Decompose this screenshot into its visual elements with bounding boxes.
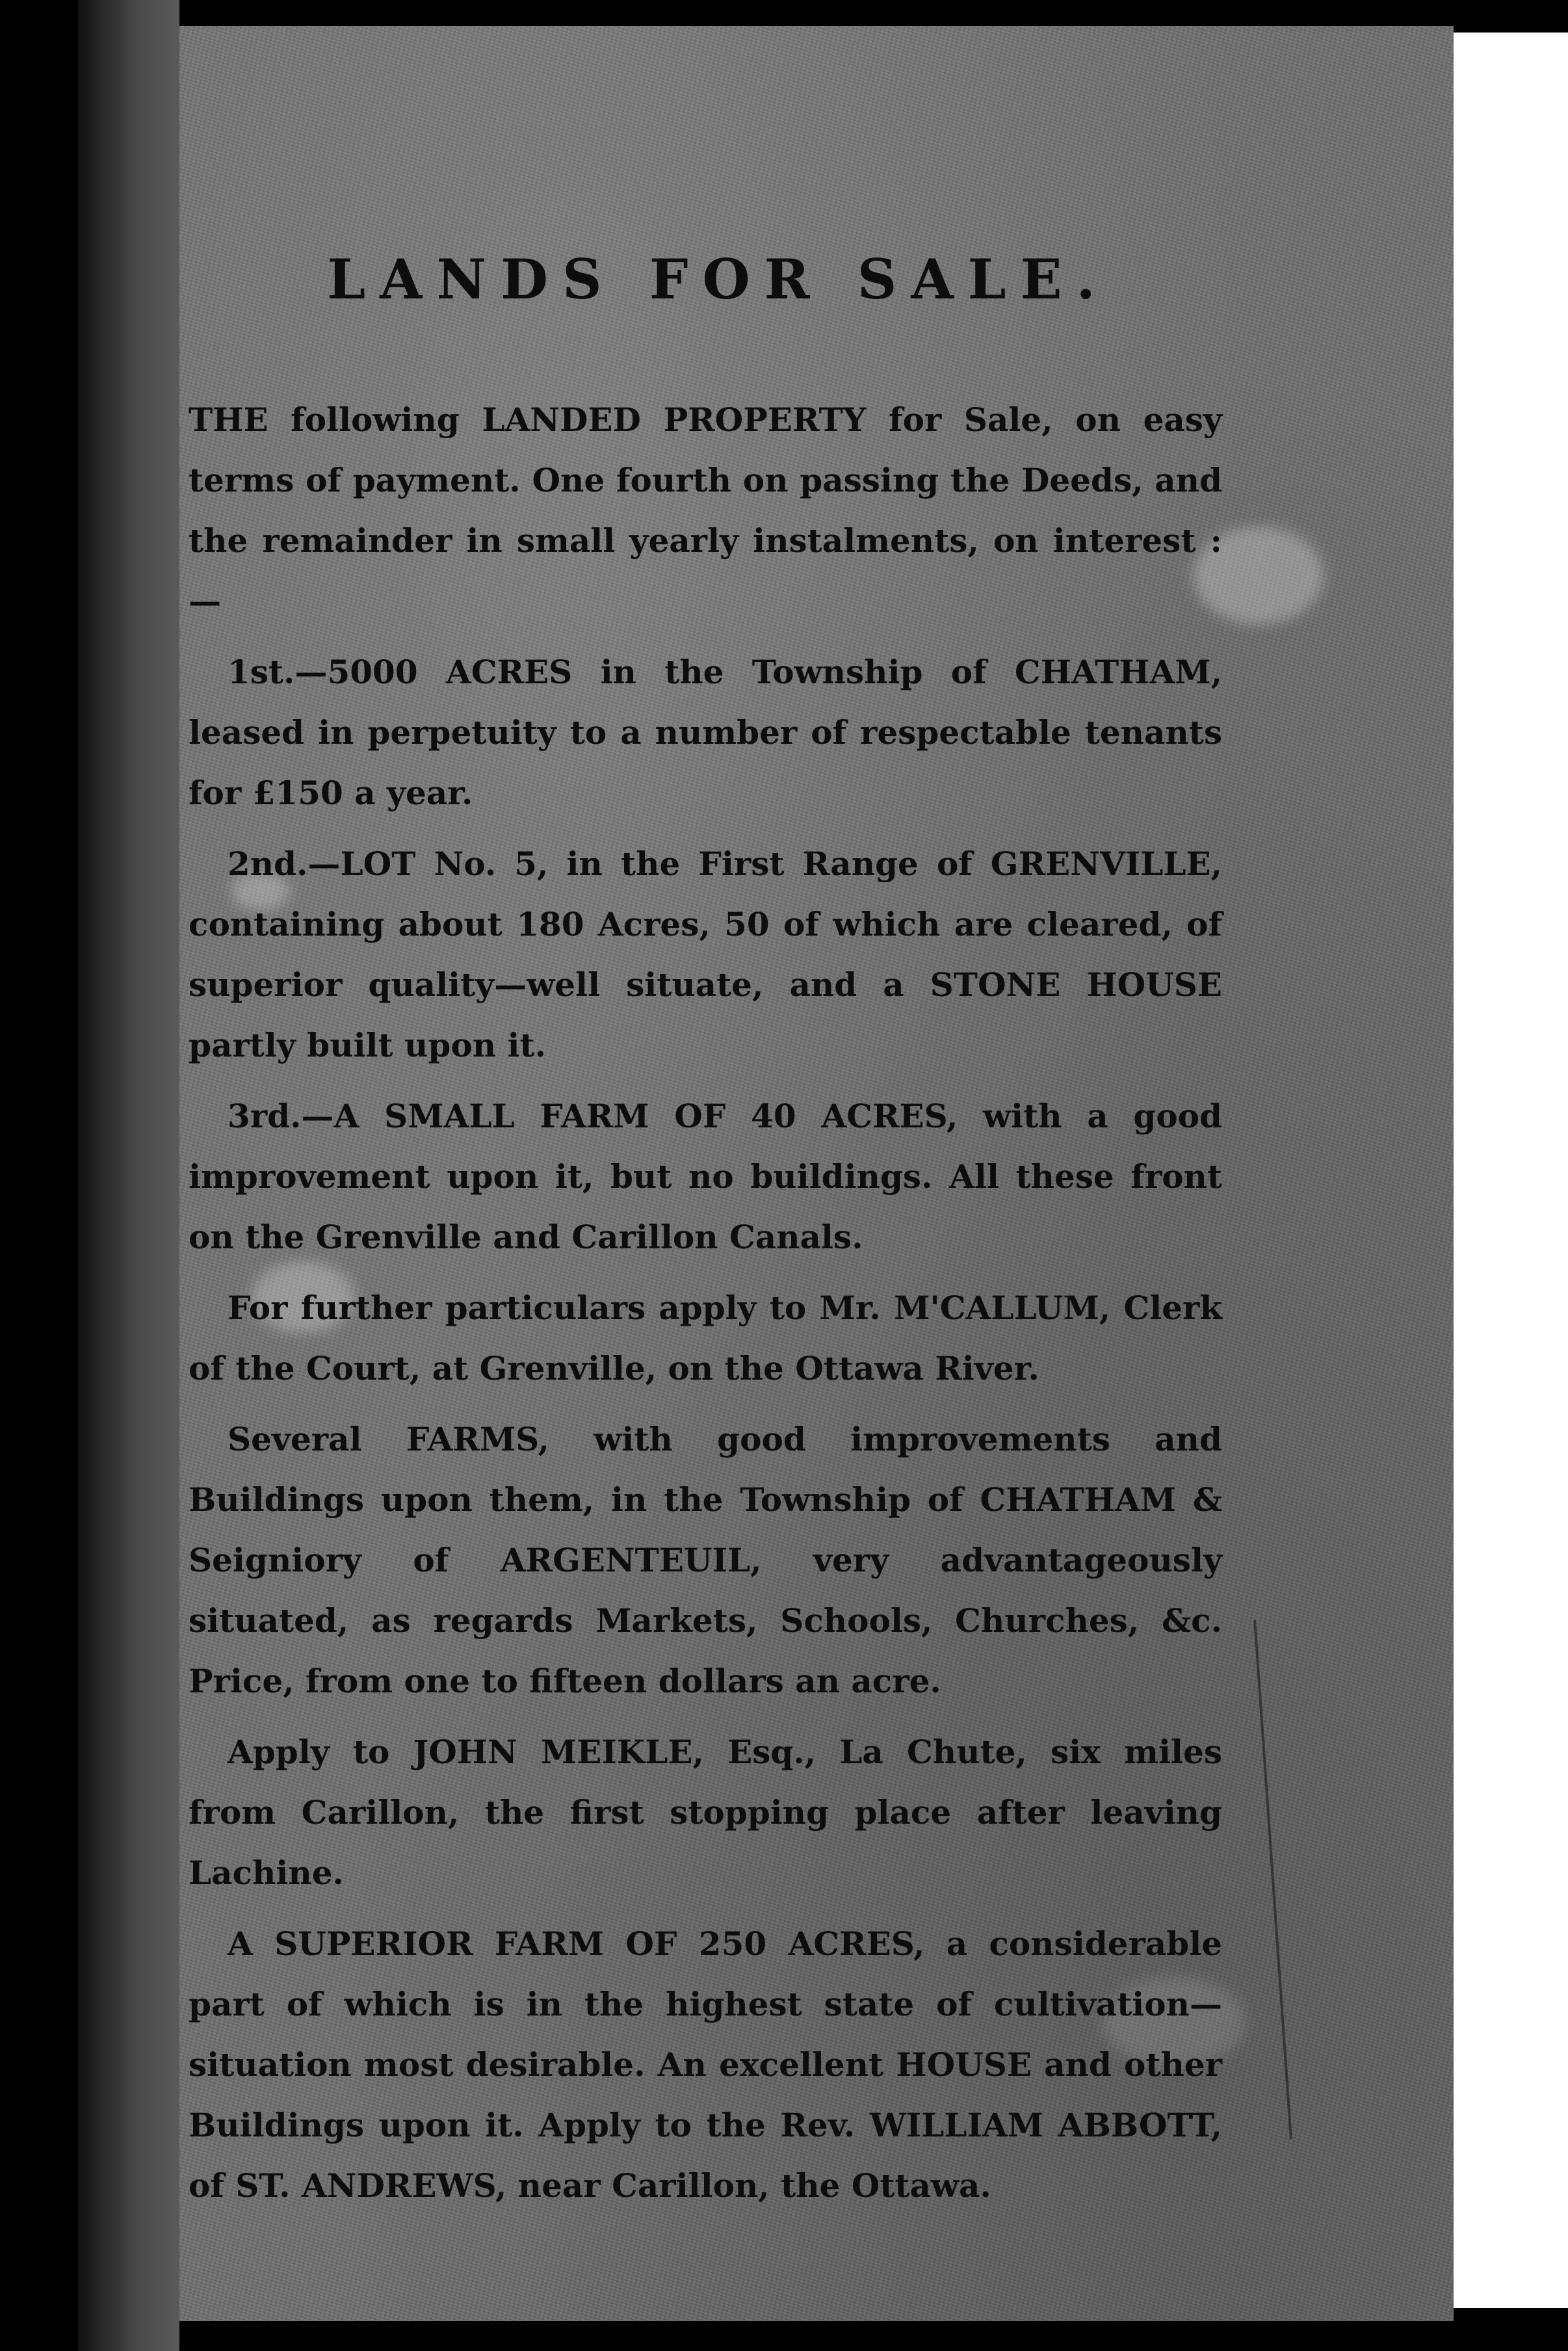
contact-meikle-paragraph: Apply to JOHN MEIKLE, Esq., La Chute, six miles from Carillon, the first stopping place after leaving Lachine. <box>189 1733 1222 1892</box>
paper-tear <box>1253 1619 1312 2139</box>
small-farm-paragraph: 3rd.—A SMALL FARM OF 40 ACRES, with a good improvement upon it, but no buildings. All these front on the Grenville and Carillon Canals. <box>189 1097 1222 1256</box>
page-edge <box>1451 33 1568 2308</box>
advertisement-text <box>189 247 1222 2226</box>
lot-chatham-paragraph: 1st.—5000 ACRES in the Township of CHATHAM, leased in perpetuity to a number of respectable tenants for £150 a year. <box>189 653 1222 812</box>
binding-shadow <box>78 0 179 2351</box>
page-title: LANDS FOR SALE. <box>327 247 1110 311</box>
several-farms-paragraph: Several FARMS, with good improvements and Buildings upon them, in the Township of CHATHAM & Seigniory of ARGENTEUIL, very advantageously situated, as regards Markets, Schools, Churches, &c. Price, from one to fifteen dollars an acre. <box>189 1420 1222 1700</box>
superior-farm-paragraph: A SUPERIOR FARM OF 250 ACRES, a considerable part of which is in the highest state of cultivation—situation most desirable. An excellent HOUSE and other Buildings upon it. Apply to the Rev. WILLIAM ABBOTT, of ST. ANDREWS, near Carillon, the Ottawa. <box>189 1924 1222 2205</box>
lot-grenville-paragraph: 2nd.—LOT No. 5, in the First Range of GRENVILLE, containing about 180 Acres, 50 of which are cleared, of superior quality—well situate, and a STONE HOUSE partly built upon it. <box>189 845 1222 1064</box>
intro-paragraph: THE following LANDED PROPERTY for Sale, on easy terms of payment. One fourth on passing the Deeds, and the remainder in small yearly instalments, on interest :— <box>189 401 1222 620</box>
contact-mccallum-paragraph: For further particulars apply to Mr. M'CALLUM, Clerk of the Court, at Grenville, on the Ottawa River. <box>189 1289 1222 1387</box>
